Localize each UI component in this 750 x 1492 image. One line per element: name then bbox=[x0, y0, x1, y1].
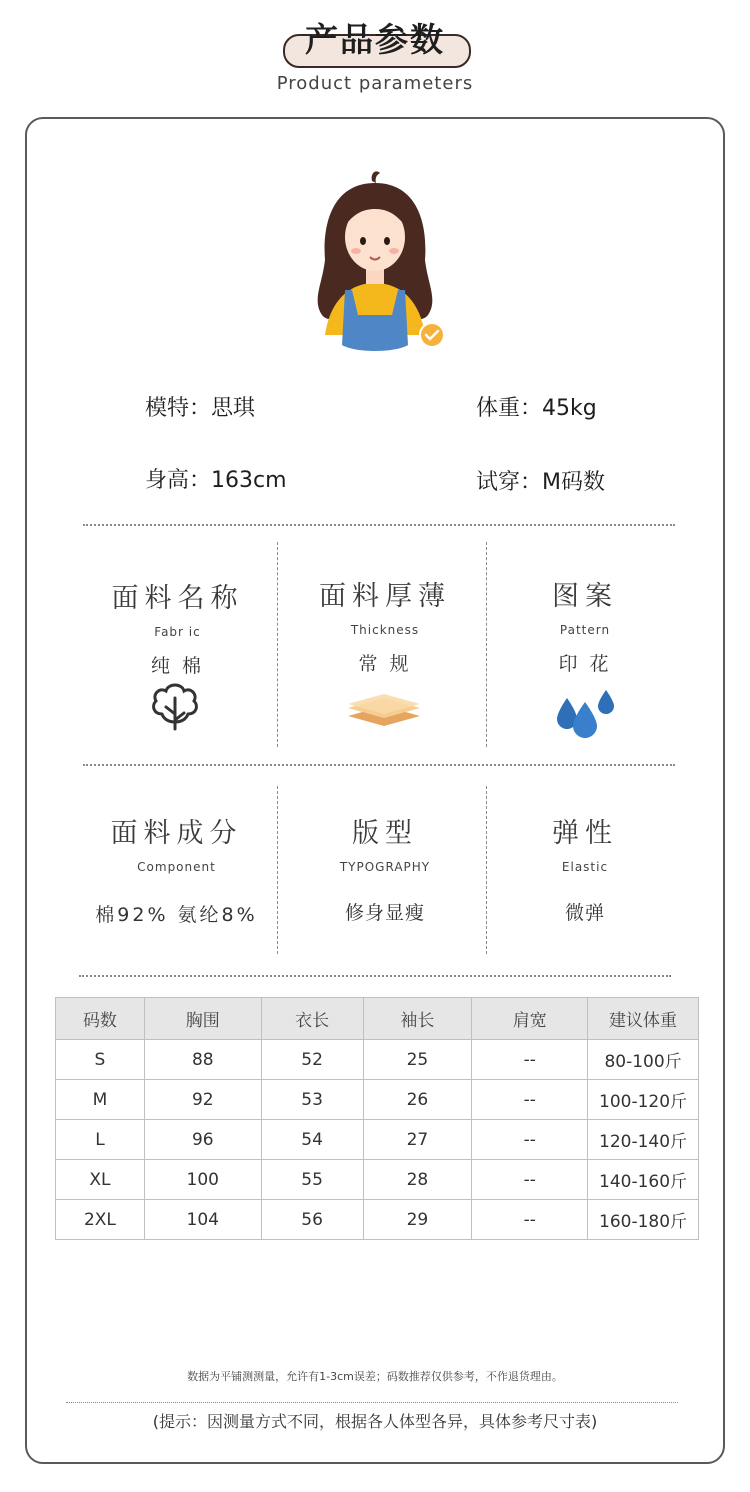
table-cell: 26 bbox=[363, 1080, 472, 1120]
table-cell: 140-160斤 bbox=[588, 1160, 699, 1200]
divider bbox=[79, 975, 671, 977]
table-cell: 56 bbox=[261, 1200, 363, 1240]
column-header: 码数 bbox=[56, 998, 145, 1040]
table-cell: 25 bbox=[363, 1040, 472, 1080]
attribute-title: 弹性 bbox=[552, 818, 618, 849]
table-cell: -- bbox=[472, 1160, 588, 1200]
column-header: 建议体重 bbox=[588, 998, 699, 1040]
attribute-title: 版型 bbox=[352, 818, 418, 849]
column-header: 肩宽 bbox=[472, 998, 588, 1040]
table-cell: 28 bbox=[363, 1160, 472, 1200]
table-cell: -- bbox=[472, 1080, 588, 1120]
table-cell: 100-120斤 bbox=[588, 1080, 699, 1120]
attribute-english: Thickness bbox=[350, 623, 420, 637]
attribute-english: Elastic bbox=[561, 860, 609, 874]
divider bbox=[486, 542, 487, 747]
table-cell: 29 bbox=[363, 1200, 472, 1240]
attribute-english: TYPOGRAPHY bbox=[339, 860, 431, 874]
attribute-title: 面料成分 bbox=[110, 818, 243, 849]
page-title: 产品参数 bbox=[305, 20, 445, 59]
divider bbox=[277, 542, 278, 747]
attribute-value: 微弹 bbox=[564, 902, 605, 924]
divider bbox=[83, 524, 675, 526]
attribute-value: 印 花 bbox=[558, 653, 612, 675]
model-height: 身高：163cm bbox=[145, 468, 287, 493]
divider bbox=[83, 764, 675, 766]
table-row bbox=[56, 1200, 699, 1240]
attribute-english: Pattern bbox=[559, 623, 611, 637]
attribute-pattern bbox=[490, 574, 680, 676]
attribute-title: 面料厚薄 bbox=[319, 581, 451, 612]
attribute-english: Component bbox=[137, 860, 216, 874]
table-cell: -- bbox=[472, 1200, 588, 1240]
table-cell: S bbox=[56, 1040, 145, 1080]
table-cell: 54 bbox=[261, 1120, 363, 1160]
attribute-value: 常 规 bbox=[358, 653, 412, 675]
table-cell: 2XL bbox=[56, 1200, 145, 1240]
model-weight: 体重：45kg bbox=[476, 396, 597, 421]
attribute-fit bbox=[285, 811, 485, 925]
page-subtitle: Product parameters bbox=[276, 73, 474, 94]
column-header: 衣长 bbox=[261, 998, 363, 1040]
attribute-title: 图案 bbox=[552, 581, 618, 612]
table-row bbox=[56, 1040, 699, 1080]
column-header: 袖长 bbox=[363, 998, 472, 1040]
divider bbox=[277, 786, 278, 954]
model-trial-size: 试穿：M码数 bbox=[476, 470, 605, 495]
attribute-elastic bbox=[490, 811, 680, 925]
table-cell: 100 bbox=[144, 1160, 261, 1200]
model-name: 模特：思琪 bbox=[145, 396, 256, 421]
water-drops-icon bbox=[555, 688, 617, 740]
table-row bbox=[56, 1080, 699, 1120]
divider bbox=[486, 786, 487, 954]
table-cell: 53 bbox=[261, 1080, 363, 1120]
check-badge-icon bbox=[419, 322, 445, 348]
table-cell: 52 bbox=[261, 1040, 363, 1080]
table-cell: -- bbox=[472, 1120, 588, 1160]
table-cell: M bbox=[56, 1080, 145, 1120]
attribute-component bbox=[78, 811, 275, 927]
table-cell: 80-100斤 bbox=[588, 1040, 699, 1080]
attribute-fabric bbox=[80, 576, 275, 678]
cotton-icon bbox=[148, 680, 202, 732]
table-cell: L bbox=[56, 1120, 145, 1160]
layers-icon bbox=[345, 694, 423, 732]
table-cell: 27 bbox=[363, 1120, 472, 1160]
attribute-title: 面料名称 bbox=[111, 583, 244, 614]
table-cell: 55 bbox=[261, 1160, 363, 1200]
table-cell: 92 bbox=[144, 1080, 261, 1120]
table-cell: XL bbox=[56, 1160, 145, 1200]
attribute-thickness bbox=[285, 574, 485, 676]
table-row bbox=[56, 1160, 699, 1200]
table-cell: 88 bbox=[144, 1040, 261, 1080]
table-cell: 120-140斤 bbox=[588, 1120, 699, 1160]
table-cell: 104 bbox=[144, 1200, 261, 1240]
divider bbox=[66, 1402, 678, 1403]
column-header: 胸围 bbox=[144, 998, 261, 1040]
table-header-row bbox=[56, 998, 699, 1040]
attribute-value: 纯 棉 bbox=[150, 655, 205, 677]
table-row bbox=[56, 1120, 699, 1160]
table-cell: -- bbox=[472, 1040, 588, 1080]
measurement-disclaimer: 数据为平铺测测量，允许有1-3cm误差；码数推荐仅供参考，不作退货理由。 bbox=[187, 1370, 563, 1383]
table-cell: 160-180斤 bbox=[588, 1200, 699, 1240]
table-cell: 96 bbox=[144, 1120, 261, 1160]
attribute-value: 棉92% 氨纶8% bbox=[95, 904, 258, 926]
size-table bbox=[55, 997, 699, 1240]
attribute-value: 修身显瘦 bbox=[344, 902, 425, 924]
attribute-english: Fabr ic bbox=[154, 625, 201, 639]
size-tip: (提示：因测量方式不同，根据各人体型各异，具体参考尺寸表) bbox=[152, 1412, 598, 1431]
